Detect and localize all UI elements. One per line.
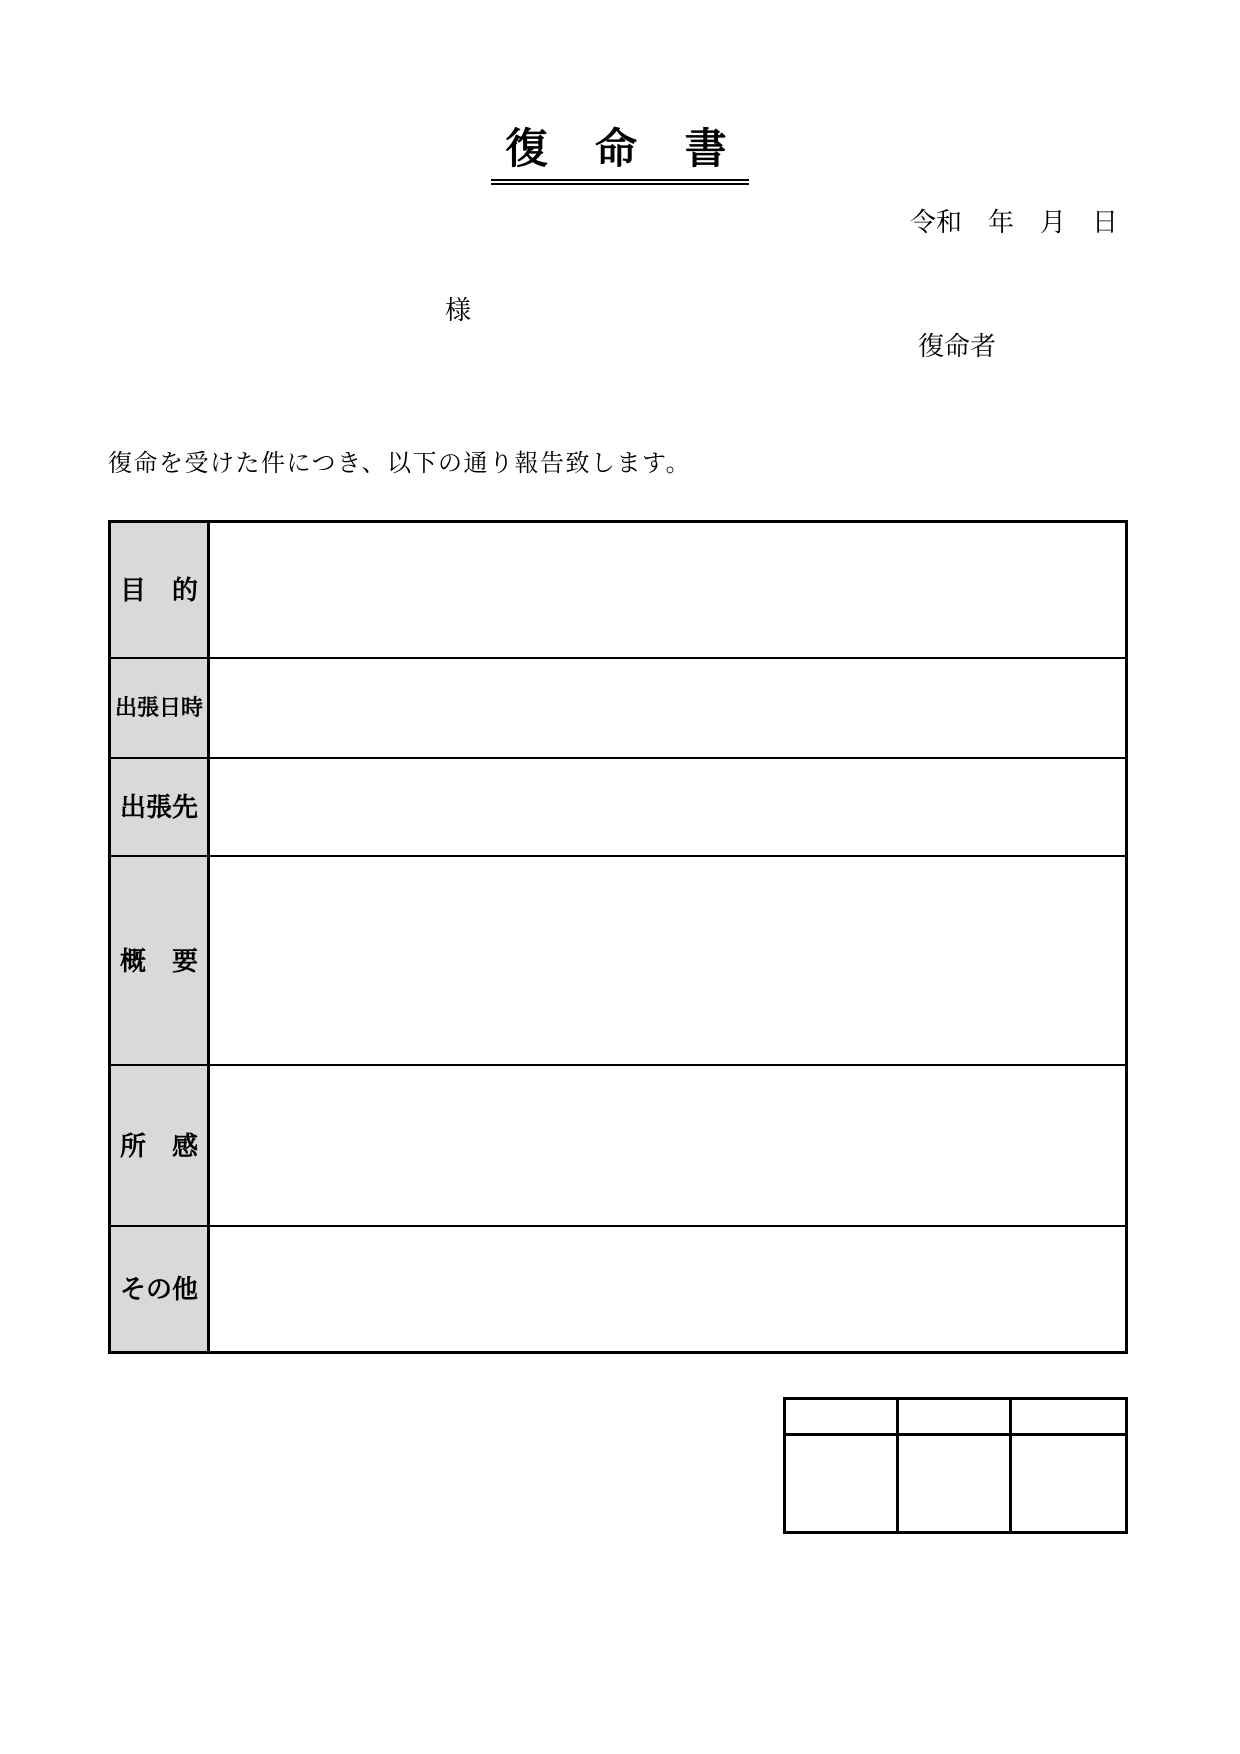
row-label-segment: 張 — [146, 792, 173, 822]
purpose-field[interactable] — [210, 523, 1125, 657]
row-label-trip-datetime — [111, 659, 210, 757]
row-label-destination — [111, 759, 210, 855]
row-label-segment: 的 — [171, 575, 198, 605]
report-table — [108, 520, 1128, 1354]
summary-field[interactable] — [210, 857, 1125, 1064]
approval-cell-r2c3[interactable] — [1012, 1436, 1125, 1531]
row-label-segment: 所 — [120, 1130, 147, 1161]
approval-cell-r1c3[interactable] — [1012, 1400, 1125, 1436]
approval-table — [783, 1397, 1128, 1534]
row-label-segment: 感 — [171, 1130, 198, 1161]
other-field[interactable] — [210, 1227, 1125, 1351]
approval-cell-r1c1[interactable] — [786, 1400, 899, 1436]
impressions-field[interactable] — [210, 1066, 1125, 1225]
row-label-summary — [111, 857, 210, 1064]
row-label-segment: の — [146, 1274, 173, 1304]
table-row-trip-datetime — [111, 659, 1125, 759]
date-line: 令和 年 月 日 — [909, 208, 1118, 237]
intro-text: 復命を受けた件につき、以下の通り報告致します。 — [108, 451, 692, 477]
destination-field[interactable] — [210, 759, 1125, 855]
reporter-label: 復命者 — [918, 332, 997, 361]
trip-datetime-field[interactable] — [210, 659, 1125, 757]
row-label-segment: 出 — [120, 792, 147, 822]
page-title — [0, 116, 1240, 185]
approval-cell-r2c1[interactable] — [786, 1436, 899, 1531]
row-label-segment: 出張日時 — [114, 695, 203, 720]
row-label-segment: 先 — [172, 792, 199, 822]
row-label-segment: 要 — [171, 945, 198, 976]
row-label-other — [111, 1227, 210, 1351]
approval-cell-r1c2[interactable] — [899, 1400, 1012, 1436]
table-row-other — [111, 1227, 1125, 1351]
table-row-purpose — [111, 523, 1125, 659]
addressee-suffix: 様 — [445, 296, 472, 325]
row-label-segment: 目 — [120, 575, 147, 605]
approval-cell-r2c2[interactable] — [899, 1436, 1012, 1531]
row-label-purpose — [111, 523, 210, 657]
row-label-segment: 概 — [120, 945, 147, 976]
row-label-segment: そ — [120, 1274, 147, 1304]
table-row-summary — [111, 857, 1125, 1066]
row-label-impressions — [111, 1066, 210, 1225]
page-title-text: 復 命 書 — [491, 116, 748, 185]
table-row-destination — [111, 759, 1125, 857]
table-row-impressions — [111, 1066, 1125, 1227]
row-label-segment: 他 — [172, 1274, 199, 1304]
